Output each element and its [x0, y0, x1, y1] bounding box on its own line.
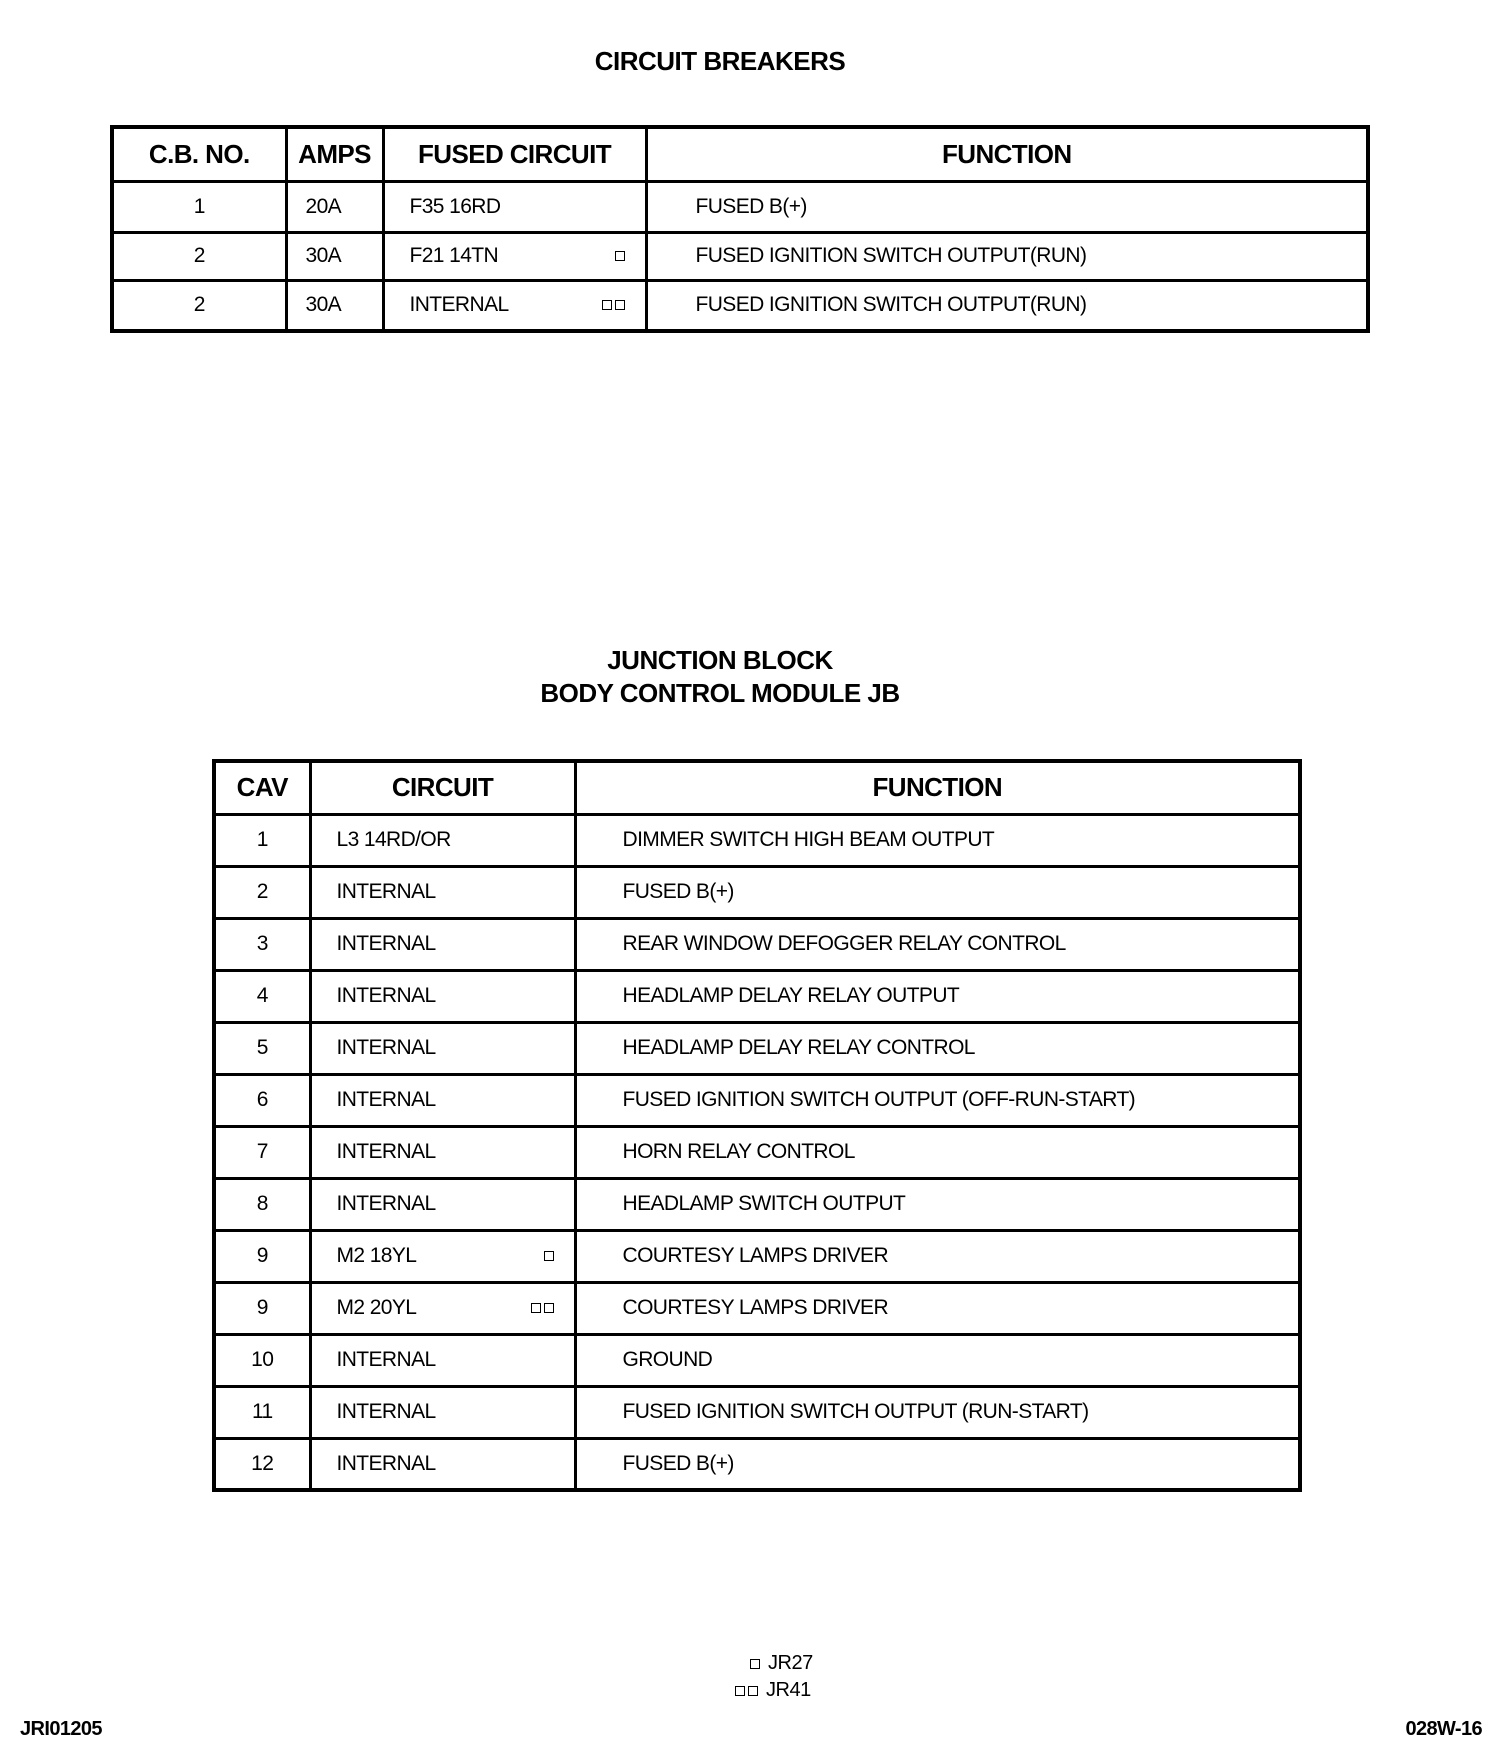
circuit-value: INTERNAL	[310, 1386, 575, 1438]
table-row	[214, 1230, 1300, 1282]
table-row	[214, 866, 1300, 918]
circuit-value: INTERNAL	[310, 1178, 575, 1230]
header-cb-no: C.B. NO.	[112, 127, 286, 181]
cavity-number: 4	[214, 970, 310, 1022]
table-row	[214, 1334, 1300, 1386]
fused-circuit-value: INTERNAL	[383, 280, 646, 331]
circuit-value: INTERNAL	[310, 918, 575, 970]
drawing-code-right: 028W-16	[1405, 1718, 1482, 1740]
header-amps: AMPS	[286, 127, 383, 181]
function-value: GROUND	[575, 1334, 1300, 1386]
function-value: HEADLAMP DELAY RELAY OUTPUT	[575, 970, 1300, 1022]
cavity-number: 3	[214, 918, 310, 970]
table-row	[214, 1438, 1300, 1490]
cavity-number: 9	[214, 1230, 310, 1282]
function-value: DIMMER SWITCH HIGH BEAM OUTPUT	[575, 814, 1300, 866]
function-value: FUSED IGNITION SWITCH OUTPUT(RUN)	[646, 232, 1368, 280]
double-square-icon	[735, 1686, 758, 1696]
fused-circuit-value: F35 16RD	[383, 181, 646, 232]
circuit-value: INTERNAL	[310, 1438, 575, 1490]
legend-double	[735, 1679, 811, 1702]
function-value: FUSED IGNITION SWITCH OUTPUT (OFF-RUN-START)	[575, 1074, 1300, 1126]
cb-number: 2	[112, 232, 286, 280]
table-row	[214, 1386, 1300, 1438]
cavity-number: 8	[214, 1178, 310, 1230]
table-row	[112, 181, 1368, 232]
header-fused-circuit: FUSED CIRCUIT	[383, 127, 646, 181]
circuit-breakers-table	[110, 125, 1370, 333]
legend-single-label: JR27	[768, 1652, 813, 1674]
single-square-icon	[544, 1251, 554, 1261]
header-function: FUNCTION	[575, 761, 1300, 814]
cavity-number: 2	[214, 866, 310, 918]
function-value: FUSED IGNITION SWITCH OUTPUT(RUN)	[646, 280, 1368, 331]
circuit-value: M2 18YL	[310, 1230, 575, 1282]
junction-block-subtitle: BODY CONTROL MODULE JB	[540, 678, 900, 708]
circuit-value: INTERNAL	[310, 970, 575, 1022]
header-function: FUNCTION	[646, 127, 1368, 181]
junction-block-table	[212, 759, 1302, 1492]
function-value: COURTESY LAMPS DRIVER	[575, 1230, 1300, 1282]
cavity-number: 11	[214, 1386, 310, 1438]
junction-block-title: JUNCTION BLOCK	[607, 645, 833, 675]
table-header-row	[214, 761, 1300, 814]
table-row	[214, 814, 1300, 866]
circuit-value: INTERNAL	[310, 1126, 575, 1178]
table-row	[214, 918, 1300, 970]
function-value: HEADLAMP SWITCH OUTPUT	[575, 1178, 1300, 1230]
cavity-number: 9	[214, 1282, 310, 1334]
circuit-value: L3 14RD/OR	[310, 814, 575, 866]
circuit-value: INTERNAL	[310, 1074, 575, 1126]
function-value: FUSED B(+)	[646, 181, 1368, 232]
function-value: REAR WINDOW DEFOGGER RELAY CONTROL	[575, 918, 1300, 970]
amps-value: 30A	[286, 232, 383, 280]
table-row	[214, 1282, 1300, 1334]
circuit-value: INTERNAL	[310, 1022, 575, 1074]
single-square-icon	[615, 251, 625, 261]
legend-single	[750, 1652, 813, 1675]
table-row	[214, 1126, 1300, 1178]
table-header-row	[112, 127, 1368, 181]
table-row	[214, 970, 1300, 1022]
cavity-number: 1	[214, 814, 310, 866]
cavity-number: 10	[214, 1334, 310, 1386]
table-row	[214, 1022, 1300, 1074]
cavity-number: 6	[214, 1074, 310, 1126]
legend-double-label: JR41	[766, 1679, 811, 1701]
circuit-value: INTERNAL	[310, 866, 575, 918]
cb-number: 2	[112, 280, 286, 331]
circuit-breakers-title: CIRCUIT BREAKERS	[594, 46, 846, 76]
circuit-value: M2 20YL	[310, 1282, 575, 1334]
header-cav: CAV	[214, 761, 310, 814]
cavity-number: 12	[214, 1438, 310, 1490]
double-square-icon	[531, 1303, 554, 1313]
amps-value: 20A	[286, 181, 383, 232]
double-square-icon	[602, 300, 625, 310]
circuit-value: INTERNAL	[310, 1334, 575, 1386]
cb-number: 1	[112, 181, 286, 232]
cavity-number: 5	[214, 1022, 310, 1074]
cavity-number: 7	[214, 1126, 310, 1178]
table-row	[214, 1074, 1300, 1126]
function-value: HEADLAMP DELAY RELAY CONTROL	[575, 1022, 1300, 1074]
function-value: COURTESY LAMPS DRIVER	[575, 1282, 1300, 1334]
function-value: FUSED B(+)	[575, 866, 1300, 918]
table-row	[112, 280, 1368, 331]
amps-value: 30A	[286, 280, 383, 331]
header-circuit: CIRCUIT	[310, 761, 575, 814]
function-value: FUSED B(+)	[575, 1438, 1300, 1490]
fused-circuit-value: F21 14TN	[383, 232, 646, 280]
function-value: FUSED IGNITION SWITCH OUTPUT (RUN-START)	[575, 1386, 1300, 1438]
function-value: HORN RELAY CONTROL	[575, 1126, 1300, 1178]
single-square-icon	[750, 1659, 760, 1669]
table-row	[112, 232, 1368, 280]
drawing-code-left: JRI01205	[20, 1718, 102, 1740]
table-row	[214, 1178, 1300, 1230]
